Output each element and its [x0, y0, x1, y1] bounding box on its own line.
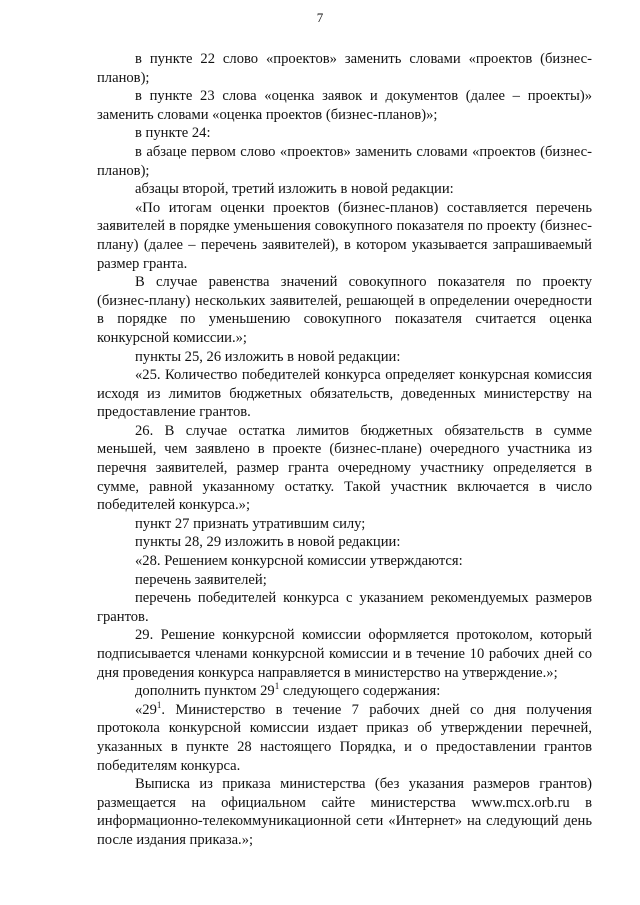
paragraph: перечень заявителей;	[135, 571, 267, 588]
paragraph: в пункте 23 слова «оценка заявок и документов (далее – проекты)» заменить словами «оценка проектов (бизнес-планов)»;	[97, 88, 592, 123]
paragraph: «По итогам оценки проектов (бизнес-планов) составляется перечень заявителей в порядке уменьшения совокупного показателя по проекту (бизнес-плану) (далее – перечень заявителей), в котором указывается запрашиваемый размер гранта.	[97, 199, 592, 272]
superscript: 1	[274, 681, 280, 692]
paragraph: в пункте 22 слово «проектов» заменить словами «проектов (бизнес-планов);	[97, 51, 592, 86]
paragraph: абзацы второй, третий изложить в новой редакции:	[135, 181, 454, 198]
paragraph: в пункте 24:	[135, 125, 211, 142]
paragraph: перечень победителей конкурса с указанием рекомендуемых размеров грантов.	[97, 590, 592, 625]
page-number: 7	[316, 10, 324, 25]
paragraph: Выписка из приказа министерства (без указания размеров грантов) размещается на официальном сайте министерства www.mcx.orb.ru в информационно-телекоммуникационной сети «Интернет» на следующий день после издания приказа.»;	[97, 776, 592, 848]
paragraph: пункт 27 признать утратившим силу;	[135, 515, 366, 532]
paragraph: пункты 28, 29 изложить в новой редакции:	[135, 534, 401, 551]
supplement-intro	[97, 682, 592, 701]
superscript: 1	[156, 699, 162, 710]
paragraph: пункты 25, 26 изложить в новой редакции:	[135, 348, 401, 365]
document-body	[97, 50, 592, 850]
paragraph: 26. В случае остатка лимитов бюджетных обязательств в сумме меньшей, чем заявлено в проекте (бизнес-плане) очередного участника из перечня заявителей, размер гранта очередному участнику определяется в сумме, равной указанному остатку. Такой участник включается в число победителей конкурса.»;	[97, 422, 592, 514]
supplement-intro-text: следующего содержания:	[279, 683, 441, 700]
paragraph: «28. Решением конкурсной комиссии утверждаются:	[135, 553, 463, 570]
new-point-text: . Министерство в течение 7 рабочих дней со дня получения протокола конкурсной комиссии издает приказ об утверждении перечней, указанных в пункте 28 настоящего Порядка, и о предоставлении грантов победителям конкурса.	[97, 701, 592, 774]
new-point-number: «29	[135, 701, 157, 718]
supplement-intro-text: дополнить пунктом 29	[135, 683, 275, 700]
paragraph: в абзаце первом слово «проектов» заменить словами «проектов (бизнес-планов);	[97, 143, 592, 179]
new-point	[97, 701, 592, 775]
paragraph: 29. Решение конкурсной комиссии оформляется протоколом, который подписывается членами конкурсной комиссии и в течение 10 рабочих дней со дня проведения конкурса направляется в министерство на утверждение.»;	[97, 627, 592, 681]
paragraph: В случае равенства значений совокупного показателя по проекту (бизнес-плану) нескольких заявителей, решающей в определении очередности в порядке по уменьшению совокупного показателя считается оценка конкурсной комиссии.»;	[97, 274, 592, 346]
paragraph: «25. Количество победителей конкурса определяет конкурсная комиссия исходя из лимитов бюджетных обязательств, доведенных министерству на предоставление грантов.	[97, 367, 592, 421]
